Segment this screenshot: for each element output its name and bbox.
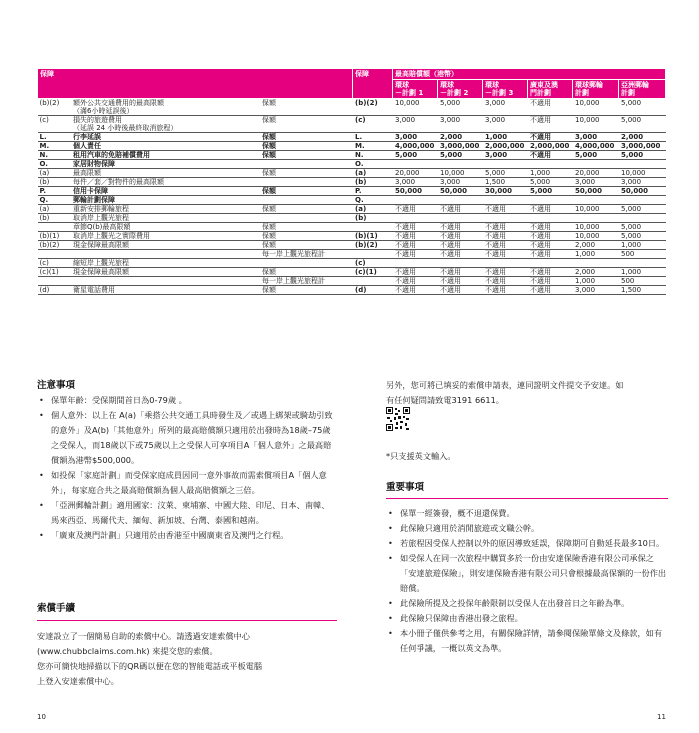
benefit-value: 20,000: [573, 169, 619, 178]
row-description: [71, 286, 260, 295]
table-row: [38, 142, 666, 151]
row-code: (d): [38, 286, 71, 295]
row-code: (b)(1): [38, 232, 71, 241]
table-row: [38, 169, 666, 178]
claims-line: 安達設立了一個簡易自助的索償中心。請透過安達索償中心: [37, 631, 250, 641]
row-code-2: (b)(2): [353, 241, 393, 250]
row-description-text: 額外公共交通費用的最高限額: [73, 99, 164, 107]
intro-line: 另外，您可將已填妥的索償申請表，連同證明文件提交予安達。如: [386, 380, 624, 390]
benefit-value: [619, 196, 666, 205]
table-row: [38, 268, 666, 277]
row-basis: 保額: [260, 187, 353, 196]
benefit-value: 5,000: [573, 151, 619, 160]
benefit-value: 2,000,000: [528, 142, 573, 151]
row-code: (a): [38, 205, 71, 214]
benefit-value: [573, 160, 619, 169]
benefit-value: 不適用: [438, 250, 483, 259]
benefit-value: 10,000: [438, 169, 483, 178]
table-row: [38, 214, 666, 223]
row-basis: 保額: [260, 205, 353, 214]
benefit-value: 不適用: [438, 223, 483, 232]
benefit-value: 不適用: [483, 250, 528, 259]
benefit-value: 不適用: [393, 205, 438, 214]
benefit-value: 不適用: [528, 99, 573, 116]
row-description-text: 家居財物保障: [73, 160, 115, 168]
benefit-value: 5,000: [438, 99, 483, 116]
benefit-value: 10,000: [619, 169, 666, 178]
important-item: • 本小冊子僅供參考之用，有關保險詳情，請參閱保險單條文及條款，如有任何爭議，一概以英文為準。: [386, 626, 668, 656]
benefit-value: [393, 196, 438, 205]
benefit-value: [483, 196, 528, 205]
benefit-value: 不適用: [393, 250, 438, 259]
row-code: (c): [38, 259, 71, 268]
row-description-text: 損失的旅遊費用: [73, 116, 122, 124]
plan-header: 環球 －計劃 2: [438, 80, 483, 99]
benefit-value: 不適用: [393, 286, 438, 295]
benefit-value: 不適用: [393, 223, 438, 232]
notes-list: [37, 393, 337, 543]
benefit-value: [528, 214, 573, 223]
benefit-value: 3,000: [393, 178, 438, 187]
plan-header: 廣東及澳 門計劃: [528, 80, 573, 99]
benefit-value: 1,000: [528, 169, 573, 178]
row-basis: [260, 214, 353, 223]
row-basis: 保額: [260, 268, 353, 277]
row-code: Q.: [38, 196, 71, 205]
benefit-value: 不適用: [483, 205, 528, 214]
benefit-value: 50,000: [438, 187, 483, 196]
important-item: • 如受保人在同一次旅程中購買多於一份由安達保險香港有限公司承保之「安達旅遊保險」，則安達保險香港有限公司只會根據最高保額的一份作出賠償。: [386, 551, 668, 596]
benefit-value: 50,000: [393, 187, 438, 196]
row-code: N.: [38, 151, 71, 160]
benefit-value: 不適用: [528, 151, 573, 160]
table-row: [38, 223, 666, 232]
row-description: [71, 99, 260, 116]
benefit-value: [483, 259, 528, 268]
row-description: [71, 142, 260, 151]
benefit-value: 5,000: [393, 151, 438, 160]
benefit-value: [483, 160, 528, 169]
table-row: [38, 151, 666, 160]
benefit-value: [438, 214, 483, 223]
benefit-value: 不適用: [393, 268, 438, 277]
benefit-value: 4,000,000: [573, 142, 619, 151]
row-description: [71, 223, 260, 232]
benefit-value: 不適用: [528, 268, 573, 277]
row-basis: 保額: [260, 223, 353, 232]
row-description: [71, 259, 260, 268]
row-description: [71, 187, 260, 196]
plan-header: 環球郵輪 計劃: [573, 80, 619, 99]
benefit-value: 不適用: [483, 268, 528, 277]
benefit-value: 不適用: [438, 205, 483, 214]
benefit-value: [393, 160, 438, 169]
row-basis: 保額: [260, 142, 353, 151]
row-basis: 保額: [260, 232, 353, 241]
benefit-value: 5,000: [619, 205, 666, 214]
benefit-value: [438, 259, 483, 268]
row-description-text: 每件／套／對物件的最高限額: [73, 178, 164, 186]
benefit-value: [573, 214, 619, 223]
page-number-left: 10: [37, 713, 46, 721]
row-description: [71, 241, 260, 250]
note-item: • 「亞洲郵輪計劃」適用國家：汶萊、柬埔寨、中國大陸、印尼、日本、南韓、馬來西亞、馬爾代夫、緬甸、新加坡、台灣、泰國和越南。: [37, 498, 337, 528]
benefit-value: 2,000: [573, 268, 619, 277]
row-code-2: O.: [353, 160, 393, 169]
row-basis: 保額: [260, 286, 353, 295]
benefit-value: [393, 214, 438, 223]
benefit-value: 3,000: [483, 151, 528, 160]
benefit-value: 5,000: [619, 151, 666, 160]
table-row: [38, 116, 666, 133]
row-description: [71, 160, 260, 169]
benefit-value: [483, 214, 528, 223]
benefit-value: 不適用: [528, 241, 573, 250]
row-code: O.: [38, 160, 71, 169]
table-row: [38, 232, 666, 241]
row-description-text: 郵輪計劃保障: [73, 196, 115, 204]
row-description: [71, 178, 260, 187]
notes-title: 注意事項: [37, 380, 76, 391]
benefit-value: 50,000: [619, 187, 666, 196]
table-row: [38, 187, 666, 196]
row-code: [38, 223, 71, 232]
row-code: (b)(2): [38, 99, 71, 116]
benefit-value: 1,000: [573, 277, 619, 286]
row-code-2: [353, 223, 393, 232]
row-code: (b)(2): [38, 241, 71, 250]
row-code-2: [353, 277, 393, 286]
benefit-value: 不適用: [528, 223, 573, 232]
benefit-value: 3,000: [393, 133, 438, 142]
benefit-value: [619, 214, 666, 223]
row-code-2: (a): [353, 169, 393, 178]
benefits-table: [37, 68, 666, 295]
row-description: [71, 250, 260, 259]
benefit-value: 1,000: [619, 268, 666, 277]
benefit-value: 不適用: [438, 286, 483, 295]
benefit-value: [573, 196, 619, 205]
row-basis: 保額: [260, 151, 353, 160]
important-item: • 保單一經簽發，概不退還保費。: [386, 506, 668, 521]
row-description: [71, 277, 260, 286]
claims-line: 您亦可簡快地掃描以下的QR碼以便在您的智能電話或平板電腦: [37, 661, 263, 671]
notes-section: [37, 378, 337, 543]
table-row: [38, 286, 666, 295]
note-item: • 保單年齡：受保期間首日為0-79歲 。: [37, 393, 337, 408]
row-code-2: M.: [353, 142, 393, 151]
benefit-value: 10,000: [573, 223, 619, 232]
row-code: L.: [38, 133, 71, 142]
benefit-value: 2,000: [619, 133, 666, 142]
benefit-value: 5,000: [619, 99, 666, 116]
row-code-2: (c): [353, 116, 393, 133]
row-basis: 每一岸上觀光旅程計: [260, 277, 353, 286]
row-description-text: 信用卡保障: [73, 187, 108, 195]
note-item: • 個人意外：以上在 A(a)「乘搭公共交通工具時發生及／或遇上綁架或騎劫引致的意外」及A(b)「其他意外」所列的最高賠償額只適用於出發時為18歲–75歲之受保人，而18歲以下或75歲以上之受保人可享項目A「個人意外」之最高賠償額為港幣$500,000。: [37, 408, 337, 468]
row-code-2: (c): [353, 259, 393, 268]
row-description-text: 個人責任: [73, 142, 101, 150]
benefit-value: 1,000: [483, 133, 528, 142]
benefit-value: 20,000: [393, 169, 438, 178]
benefit-value: 不適用: [393, 277, 438, 286]
row-description: [71, 205, 260, 214]
row-description-text: 最高限額: [73, 169, 101, 177]
row-code-2: (b)(2): [353, 99, 393, 116]
row-basis: [260, 259, 353, 268]
benefit-value: [528, 259, 573, 268]
qr-note: *只支援英文輸入。: [386, 451, 456, 461]
benefit-value: 不適用: [483, 223, 528, 232]
row-description-text: 章節Q(b)最高限額: [73, 223, 131, 231]
row-basis: 保額: [260, 133, 353, 142]
benefit-value: 不適用: [528, 232, 573, 241]
benefit-value: 10,000: [573, 232, 619, 241]
row-description: [71, 151, 260, 160]
benefit-value: [619, 259, 666, 268]
important-section: [386, 506, 668, 656]
benefit-value: 2,000,000: [483, 142, 528, 151]
table-row: [38, 178, 666, 187]
row-basis: 保額: [260, 99, 353, 116]
plan-header: 環球 －計劃 3: [483, 80, 528, 99]
benefit-value: 不適用: [483, 286, 528, 295]
benefit-value: 3,000: [483, 116, 528, 133]
benefit-value: 不適用: [483, 232, 528, 241]
benefit-value: 5,000: [619, 223, 666, 232]
row-code-2: (b): [353, 178, 393, 187]
row-code-2: N.: [353, 151, 393, 160]
benefit-value: 3,000: [619, 178, 666, 187]
benefit-value: 500: [619, 250, 666, 259]
benefit-value: 4,000,000: [393, 142, 438, 151]
important-title-wrap: [386, 480, 668, 495]
benefit-value: 5,000: [619, 116, 666, 133]
benefit-value: [619, 160, 666, 169]
benefit-value: 5,000: [528, 187, 573, 196]
claims-body: [37, 629, 337, 689]
row-code: (c): [38, 116, 71, 133]
table-row: [38, 277, 666, 286]
important-list: [386, 506, 668, 656]
row-description-note: （滿6小時延誤後）: [73, 107, 134, 115]
row-code-2: (c)(1): [353, 268, 393, 277]
row-description: [71, 196, 260, 205]
row-basis: 保額: [260, 169, 353, 178]
benefit-value: 3,000: [483, 99, 528, 116]
plan-header: 亞洲郵輪 計劃: [619, 80, 666, 99]
row-code-2: (b): [353, 214, 393, 223]
benefit-value: [438, 160, 483, 169]
row-basis: 保額: [260, 116, 353, 133]
row-code-2: L.: [353, 133, 393, 142]
benefit-value: 不適用: [483, 277, 528, 286]
row-description: [71, 169, 260, 178]
row-description: [71, 232, 260, 241]
row-description-text: 取消岸上觀光旅程: [73, 214, 129, 222]
benefit-value: 不適用: [438, 277, 483, 286]
benefit-value: 10,000: [573, 99, 619, 116]
row-description: [71, 133, 260, 142]
row-code: (b): [38, 178, 71, 187]
benefit-value: 不適用: [528, 250, 573, 259]
benefit-value: 1,500: [483, 178, 528, 187]
claims-title: 索償手續: [37, 603, 76, 614]
table-row: [38, 241, 666, 250]
table-row: [38, 196, 666, 205]
benefit-value: 2,000: [573, 241, 619, 250]
row-description-note: （延誤 24 小時後最終取消旅程）: [73, 124, 178, 132]
row-code-2: [353, 250, 393, 259]
benefit-value: 5,000: [438, 151, 483, 160]
row-code: (a): [38, 169, 71, 178]
benefit-value: 3,000: [393, 116, 438, 133]
benefit-value: 5,000: [528, 178, 573, 187]
important-title: 重要事項: [386, 482, 425, 493]
benefit-value: 不適用: [438, 241, 483, 250]
benefit-value: 1,000: [573, 250, 619, 259]
benefit-value: 30,000: [483, 187, 528, 196]
benefit-value: [438, 196, 483, 205]
benefit-value: 不適用: [528, 116, 573, 133]
row-basis: [260, 178, 353, 187]
benefit-value: 不適用: [528, 286, 573, 295]
row-description: [71, 214, 260, 223]
claims-title-wrap: [37, 601, 337, 616]
benefit-value: 不適用: [483, 241, 528, 250]
row-description-text: 衛星電話費用: [73, 286, 115, 294]
table-row: [38, 250, 666, 259]
benefit-value: 3,000,000: [438, 142, 483, 151]
right-intro: [386, 378, 668, 408]
row-code: [38, 277, 71, 286]
row-description: [71, 268, 260, 277]
note-item: • 「廣東及澳門計劃」只適用於由香港至中國廣東省及澳門之行程。: [37, 528, 337, 543]
benefit-value: 10,000: [573, 205, 619, 214]
benefit-value: [393, 259, 438, 268]
max-limit-header: 最高賠償額（港幣）: [393, 69, 666, 80]
row-code-2: (a): [353, 205, 393, 214]
benefit-value: 3,000: [438, 178, 483, 187]
row-code-2: (b)(1): [353, 232, 393, 241]
coverage-header-2: 保障: [353, 69, 393, 99]
benefit-value: 不適用: [438, 268, 483, 277]
row-basis: [260, 160, 353, 169]
row-code-2: Q.: [353, 196, 393, 205]
benefit-value: 不適用: [528, 133, 573, 142]
benefit-value: 不適用: [393, 241, 438, 250]
plan-header: 環球 －計劃 1: [393, 80, 438, 99]
coverage-header: 保障: [38, 69, 353, 99]
benefit-value: 5,000: [483, 169, 528, 178]
table-row: [38, 99, 666, 116]
table-row: [38, 133, 666, 142]
row-code: P.: [38, 187, 71, 196]
row-code: M.: [38, 142, 71, 151]
row-description-text: 縮短岸上觀光旅程: [73, 259, 129, 267]
benefit-value: 50,000: [573, 187, 619, 196]
page-number-right: 11: [657, 713, 666, 721]
row-description: [71, 116, 260, 133]
benefit-value: 1,500: [619, 286, 666, 295]
benefit-value: [573, 259, 619, 268]
row-basis: 每一岸上觀光旅程計: [260, 250, 353, 259]
row-code: (c)(1): [38, 268, 71, 277]
row-code-2: P.: [353, 187, 393, 196]
row-code: [38, 250, 71, 259]
benefit-value: 2,000: [438, 133, 483, 142]
row-code: (b): [38, 214, 71, 223]
important-item: • 若旅程因受保人控制以外的原因導致延誤，保障期可自動延長最多10日。: [386, 536, 668, 551]
benefit-value: 3,000: [573, 133, 619, 142]
row-description-text: 取消岸上觀光之實際費用: [73, 232, 150, 240]
important-item: • 此保險所提及之投保年齡限制以受保人在出發首日之年齡為準。: [386, 596, 668, 611]
benefit-value: [528, 160, 573, 169]
benefit-value: 1,000: [619, 241, 666, 250]
row-basis: 保額: [260, 241, 353, 250]
row-basis: [260, 196, 353, 205]
claims-line: (www.chubbclaims.com.hk) 來提交您的索償。: [37, 646, 218, 656]
row-description-text: 行李延誤: [73, 133, 101, 141]
benefit-value: 不適用: [528, 277, 573, 286]
row-description-text: 重新安排郵輪旅程: [73, 205, 129, 213]
benefit-value: 3,000: [573, 286, 619, 295]
row-description-text: 現金保障最高限額: [73, 241, 129, 249]
benefit-value: 500: [619, 277, 666, 286]
benefit-value: [528, 196, 573, 205]
row-description-text: 租用汽車的免賠補償費用: [73, 151, 150, 159]
claims-rule: [37, 620, 337, 621]
table-row: [38, 259, 666, 268]
benefit-value: 3,000: [438, 116, 483, 133]
benefit-value: 不適用: [393, 232, 438, 241]
intro-line: 有任何疑問請致電3191 6611。: [386, 395, 504, 405]
important-item: • 此保險只適用於消閒旅遊或文職公幹。: [386, 521, 668, 536]
row-description-text: 現金保障最高限額: [73, 268, 129, 276]
table-row: [38, 160, 666, 169]
important-rule: [386, 498, 668, 499]
benefit-value: 不適用: [438, 232, 483, 241]
benefit-value: 3,000: [573, 178, 619, 187]
qr-code-icon[interactable]: [386, 407, 410, 431]
benefit-value: 10,000: [573, 116, 619, 133]
benefit-value: 3,000,000: [619, 142, 666, 151]
row-code-2: (d): [353, 286, 393, 295]
benefit-value: 5,000: [619, 232, 666, 241]
claims-line: 上登入安達索償中心。: [37, 676, 119, 686]
benefit-value: 不適用: [528, 205, 573, 214]
important-item: • 此保險只保障由香港出發之旅程。: [386, 611, 668, 626]
table-row: [38, 205, 666, 214]
benefit-value: 10,000: [393, 99, 438, 116]
note-item: • 如投保「家庭計劃」而受保家庭成員因同一意外事故而需索償項目A「個人意外」，每家庭合共之最高賠償額為個人最高賠償額之三倍。: [37, 468, 337, 498]
